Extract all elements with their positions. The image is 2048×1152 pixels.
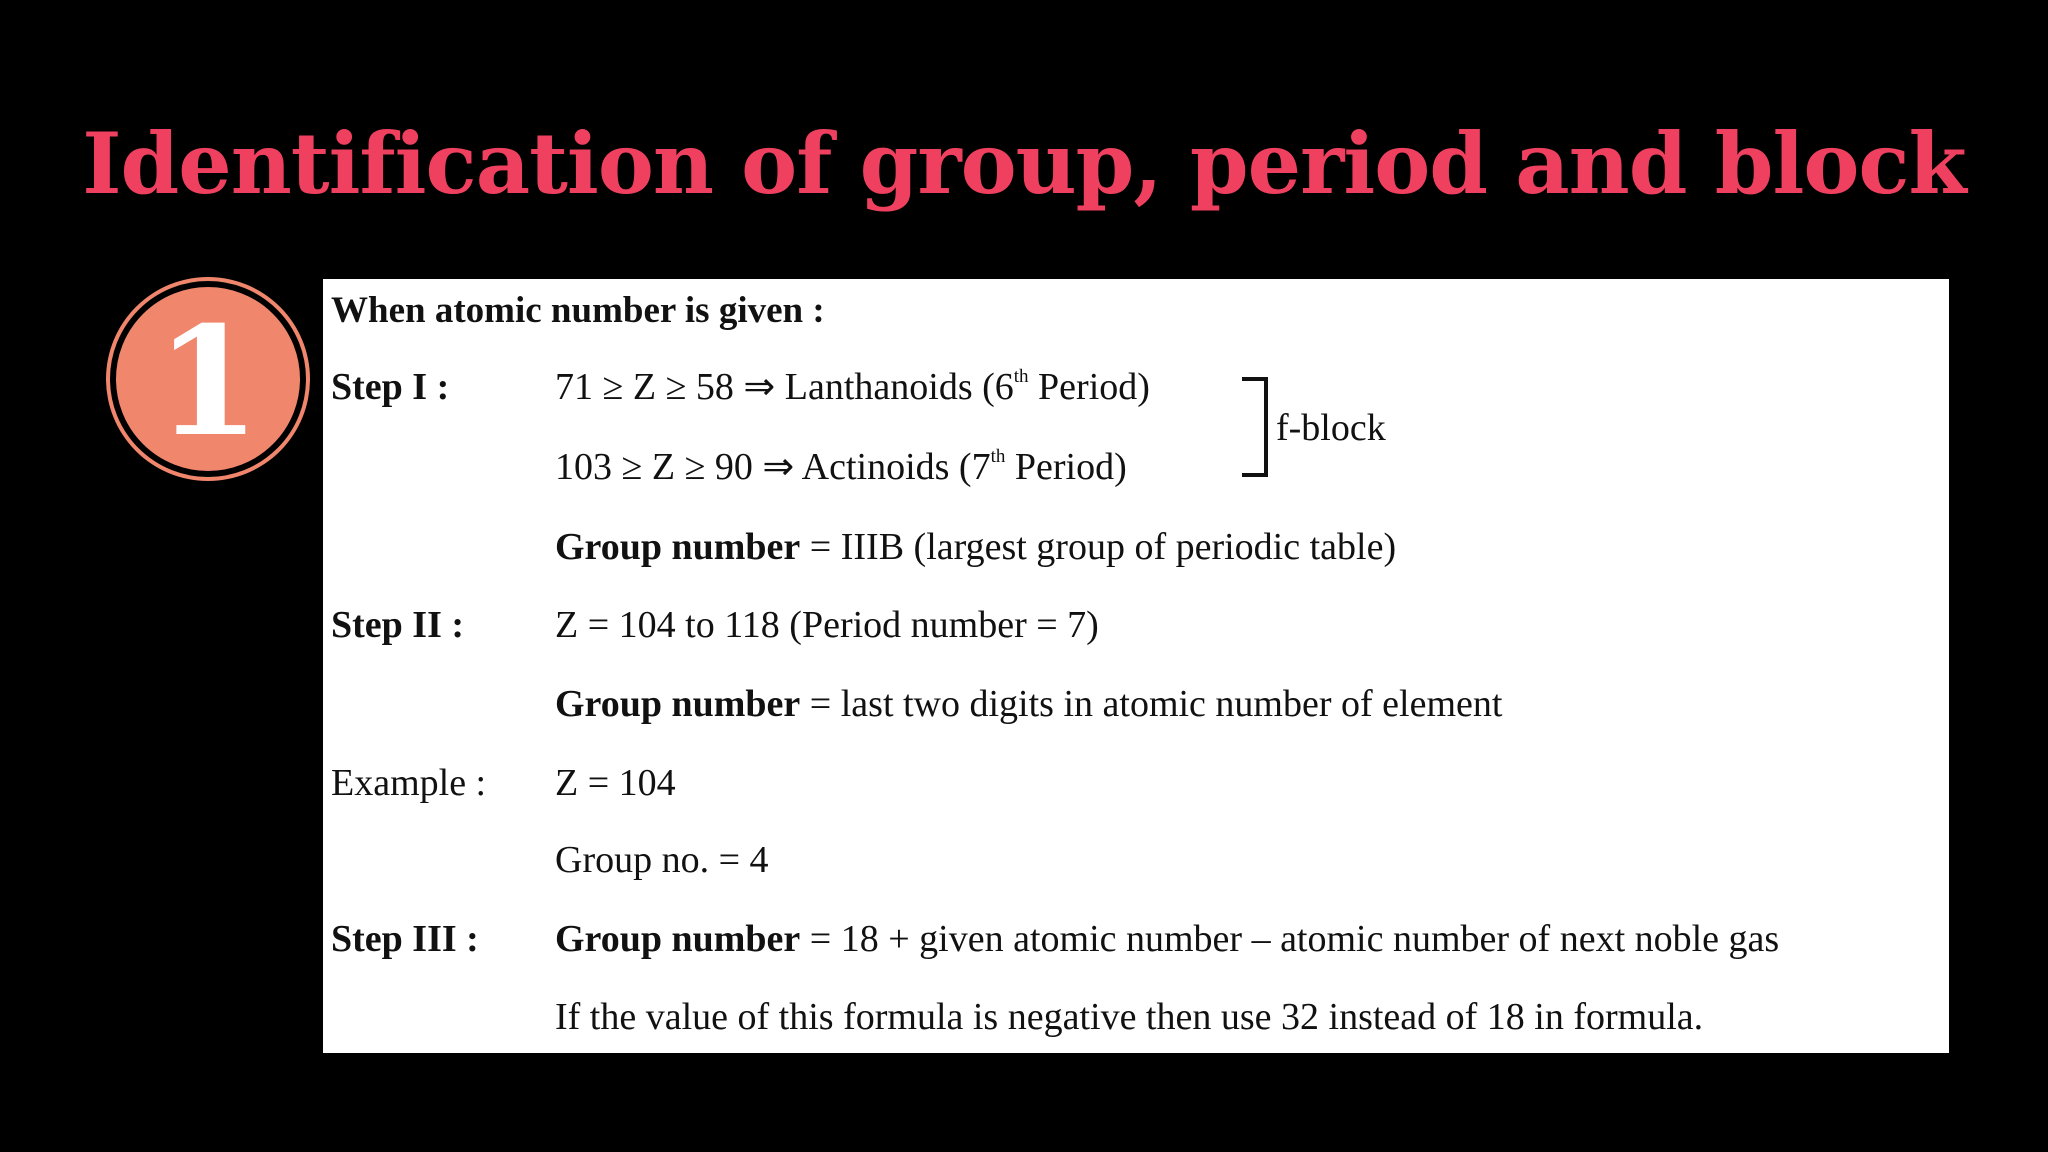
step3-note-line: If the value of this formula is negative then use 32 instead of 18 in formula. <box>555 996 1704 1038</box>
step2-group-line: Group number = last two digits in atomic number of element <box>555 683 1503 725</box>
step1-label: Step I : <box>331 366 450 408</box>
step3-group-line: Group number = 18 + given atomic number – atomic number of next noble gas <box>555 918 1780 960</box>
badge-number: 1 <box>155 294 261 470</box>
example-group-line: Group no. = 4 <box>555 839 769 881</box>
step2-label: Step II : <box>331 604 465 646</box>
step3-label: Step III : <box>331 918 479 960</box>
section-heading: When atomic number is given : <box>331 290 825 331</box>
step1-group-line: Group number = IIIB (largest group of periodic table) <box>555 526 1397 568</box>
step-number-badge <box>110 281 306 477</box>
page-title: Identification of group, period and block <box>82 114 1966 213</box>
example-label: Example : <box>331 762 487 804</box>
step2-period-line: Z = 104 to 118 (Period number = 7) <box>555 604 1099 646</box>
step1-actinoids-line: 103 ≥ Z ≥ 90 ⇒ Actinoids (7th Period) <box>555 445 1127 488</box>
f-block-label: f-block <box>1276 407 1386 449</box>
step1-lanthanoids-line: 71 ≥ Z ≥ 58 ⇒ Lanthanoids (6th Period) <box>555 365 1150 408</box>
example-z-line: Z = 104 <box>555 762 676 804</box>
content-panel <box>323 279 1949 1053</box>
f-block-bracket <box>1242 377 1268 477</box>
